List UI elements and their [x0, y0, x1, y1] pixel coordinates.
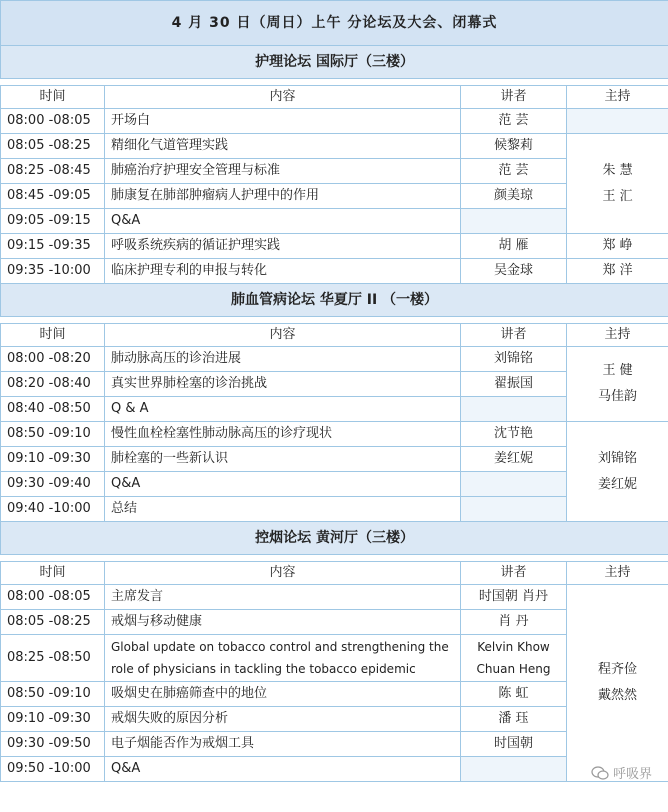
table-row: 08:20 -08:40 真实世界肺栓塞的诊治挑战 翟振国	[1, 372, 668, 397]
col-speaker: 讲者	[461, 86, 567, 109]
table-row: 09:15 -09:35 呼吸系统疾病的循证护理实践 胡 雁 郑 峥	[1, 234, 668, 259]
table-row: 08:40 -08:50 Q & A	[1, 397, 668, 422]
table-row: 09:35 -10:00 临床护理专利的申报与转化 吴金球 郑 洋	[1, 259, 668, 284]
chair-cell: 刘锦铭 姜红妮	[567, 422, 668, 522]
column-header-row	[1, 86, 668, 109]
col-time: 时间	[1, 86, 105, 109]
watermark	[591, 763, 652, 782]
table-row: 09:30 -09:40 Q&A	[1, 472, 668, 497]
page-title: 4 月 30 日（周日）上午 分论坛及大会、闭幕式	[1, 1, 668, 46]
table-row: 08:50 -09:10 吸烟史在肺癌筛查中的地位 陈 虹	[1, 682, 668, 707]
watermark-text: 呼吸界	[612, 767, 652, 782]
section-nursing	[1, 46, 668, 79]
column-header-row: 时间 内容 讲者 主持	[1, 562, 668, 585]
section-title: 肺血管病论坛 华夏厅 II （一楼）	[1, 284, 668, 317]
table-row: 08:05 -08:25 戒烟与移动健康 肖 丹	[1, 610, 668, 635]
wechat-icon	[591, 766, 609, 780]
section-title: 控烟论坛 黄河厅（三楼）	[1, 522, 668, 555]
table-row: 09:05 -09:15 Q&A	[1, 209, 668, 234]
table-row: 09:50 -10:00 Q&A	[1, 757, 668, 782]
table-row: 08:45 -09:05 肺康复在肺部肿瘤病人护理中的作用 颜美琼	[1, 184, 668, 209]
col-chair: 主持	[567, 86, 668, 109]
table-row: 09:30 -09:50 电子烟能否作为戒烟工具 时国朝	[1, 732, 668, 757]
table-row: 08:00 -08:20 肺动脉高压的诊治进展 刘锦铭 王 健 马佳韵	[1, 347, 668, 372]
col-content: 内容	[105, 86, 461, 109]
table-row: 08:05 -08:25 精细化气道管理实践 候黎莉 朱 慧 王 汇	[1, 134, 668, 159]
table-row: 08:00 -08:05 开场白 范 芸	[1, 109, 668, 134]
section-tobacco-control	[1, 522, 668, 555]
chair-cell: 程齐俭 戴然然	[567, 585, 668, 782]
table-row: 09:40 -10:00 总结	[1, 497, 668, 522]
table-row: 08:25 -08:45 肺癌治疗护理安全管理与标准 范 芸	[1, 159, 668, 184]
table-row: 09:10 -09:30 肺栓塞的一些新认识 姜红妮	[1, 447, 668, 472]
chair-cell: 朱 慧 王 汇	[567, 134, 668, 234]
table-row: 08:25 -08:50 Global update on tobacco control and strengthening the role of physicians in tackling the tobacco epidemic Kelvin Khow Chuan Heng	[1, 635, 668, 682]
table-row: 09:10 -09:30 戒烟失败的原因分析 潘 珏	[1, 707, 668, 732]
column-header-row: 时间 内容 讲者 主持	[1, 324, 668, 347]
section-title: 护理论坛 国际厅（三楼）	[1, 46, 668, 79]
chair-cell: 王 健 马佳韵	[567, 347, 668, 422]
table-row: 08:50 -09:10 慢性血栓栓塞性肺动脉高压的诊疗现状 沈节艳 刘锦铭 姜红妮	[1, 422, 668, 447]
section-pulmonary-vascular	[1, 284, 668, 317]
table-row: 08:00 -08:05 主席发言 时国朝 肖丹 程齐俭 戴然然	[1, 585, 668, 610]
page-title-row	[1, 1, 668, 46]
